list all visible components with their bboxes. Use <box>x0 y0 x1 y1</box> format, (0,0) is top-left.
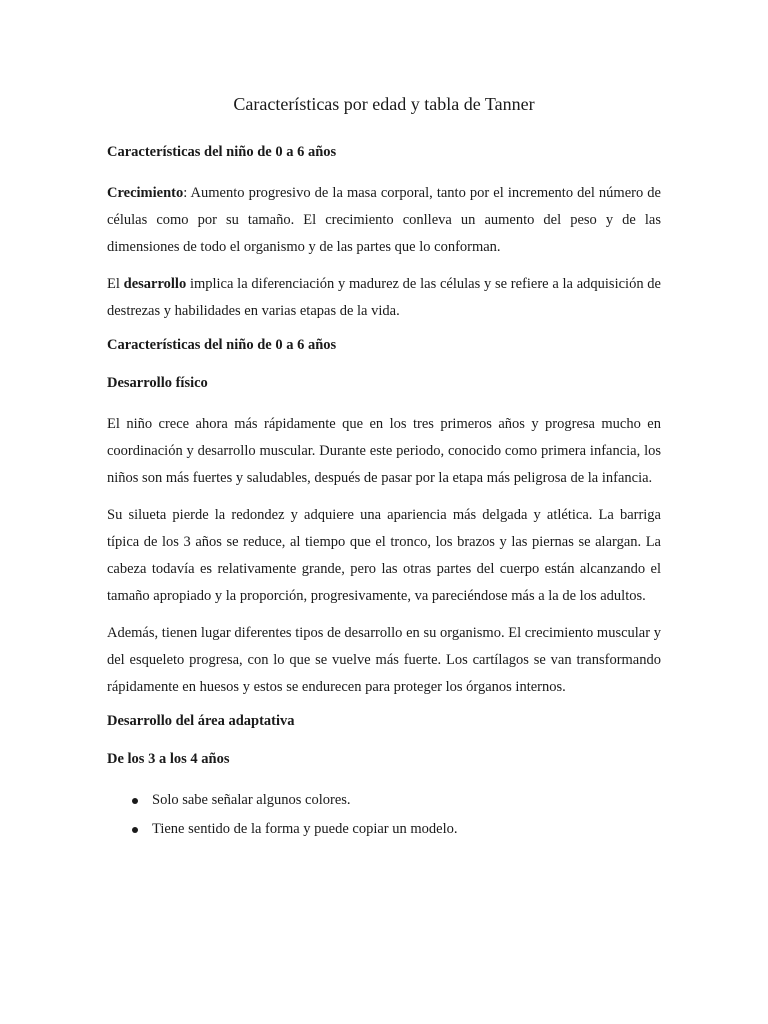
section-heading-ninos-0-6-repeat: Características del niño de 0 a 6 años <box>107 337 337 353</box>
bullet-icon <box>132 798 138 804</box>
paragraph-crecimiento <box>107 180 661 261</box>
section-heading-3-a-4-anos: De los 3 a los 4 años <box>107 751 230 767</box>
document-title: Características por edad y tabla de Tanner <box>233 94 535 114</box>
term-desarrollo: desarrollo <box>123 276 187 292</box>
bullet-icon <box>132 827 138 833</box>
section-heading-desarrollo-fisico: Desarrollo físico <box>107 375 208 391</box>
list-item-text: Solo sabe señalar algunos colores. <box>152 792 351 808</box>
paragraph-crecimiento-rapido: El niño crece ahora más rápidamente que en los tres primeros años y progresa mucho en coordinación y desarrollo muscular. Durante este periodo, conocido como primera infancia, los niños son más fuertes y saludables, después de pasar por la etapa más peligrosa de la infancia. <box>107 416 661 486</box>
list-item-text: Tiene sentido de la forma y puede copiar un modelo. <box>152 821 458 837</box>
paragraph-silueta: Su silueta pierde la redondez y adquiere una apariencia más delgada y atlética. La barriga típica de los 3 años se reduce, al tiempo que el tronco, los brazos y las piernas se alargan. La cabeza todavía es relativamente grande, pero las otras partes del cuerpo están alcanzando el tamaño apropiado y la proporción, progresivamente, va pareciéndose más a la de los adultos. <box>107 507 661 604</box>
paragraph-crecimiento-text: : Aumento progresivo de la masa corporal, tanto por el incremento del número de células como por su tamaño. El crecimiento conlleva un aumento del peso y de las dimensiones de todo el organismo y de las partes que lo conforman. <box>107 185 661 255</box>
paragraph-tipos-desarrollo: Además, tienen lugar diferentes tipos de desarrollo en su organismo. El crecimiento muscular y del esqueleto progresa, con lo que se vuelve más fuerte. Los cartílagos se van transformando rápidamente en huesos y estos se endurecen para proteger los órganos internos. <box>107 625 661 695</box>
list-item <box>152 816 661 843</box>
bullet-list <box>107 787 661 843</box>
section-heading-area-adaptativa: Desarrollo del área adaptativa <box>107 713 295 729</box>
paragraph-desarrollo-text: implica la diferenciación y madurez de las células y se refiere a la adquisición de destrezas y habilidades en varias etapas de la vida. <box>107 276 661 319</box>
section-heading-ninos-0-6: Características del niño de 0 a 6 años <box>107 144 337 160</box>
paragraph-desarrollo <box>107 271 661 325</box>
paragraph-desarrollo-lead: El <box>107 276 124 292</box>
list-item <box>152 787 661 814</box>
term-crecimiento: Crecimiento <box>107 185 184 201</box>
